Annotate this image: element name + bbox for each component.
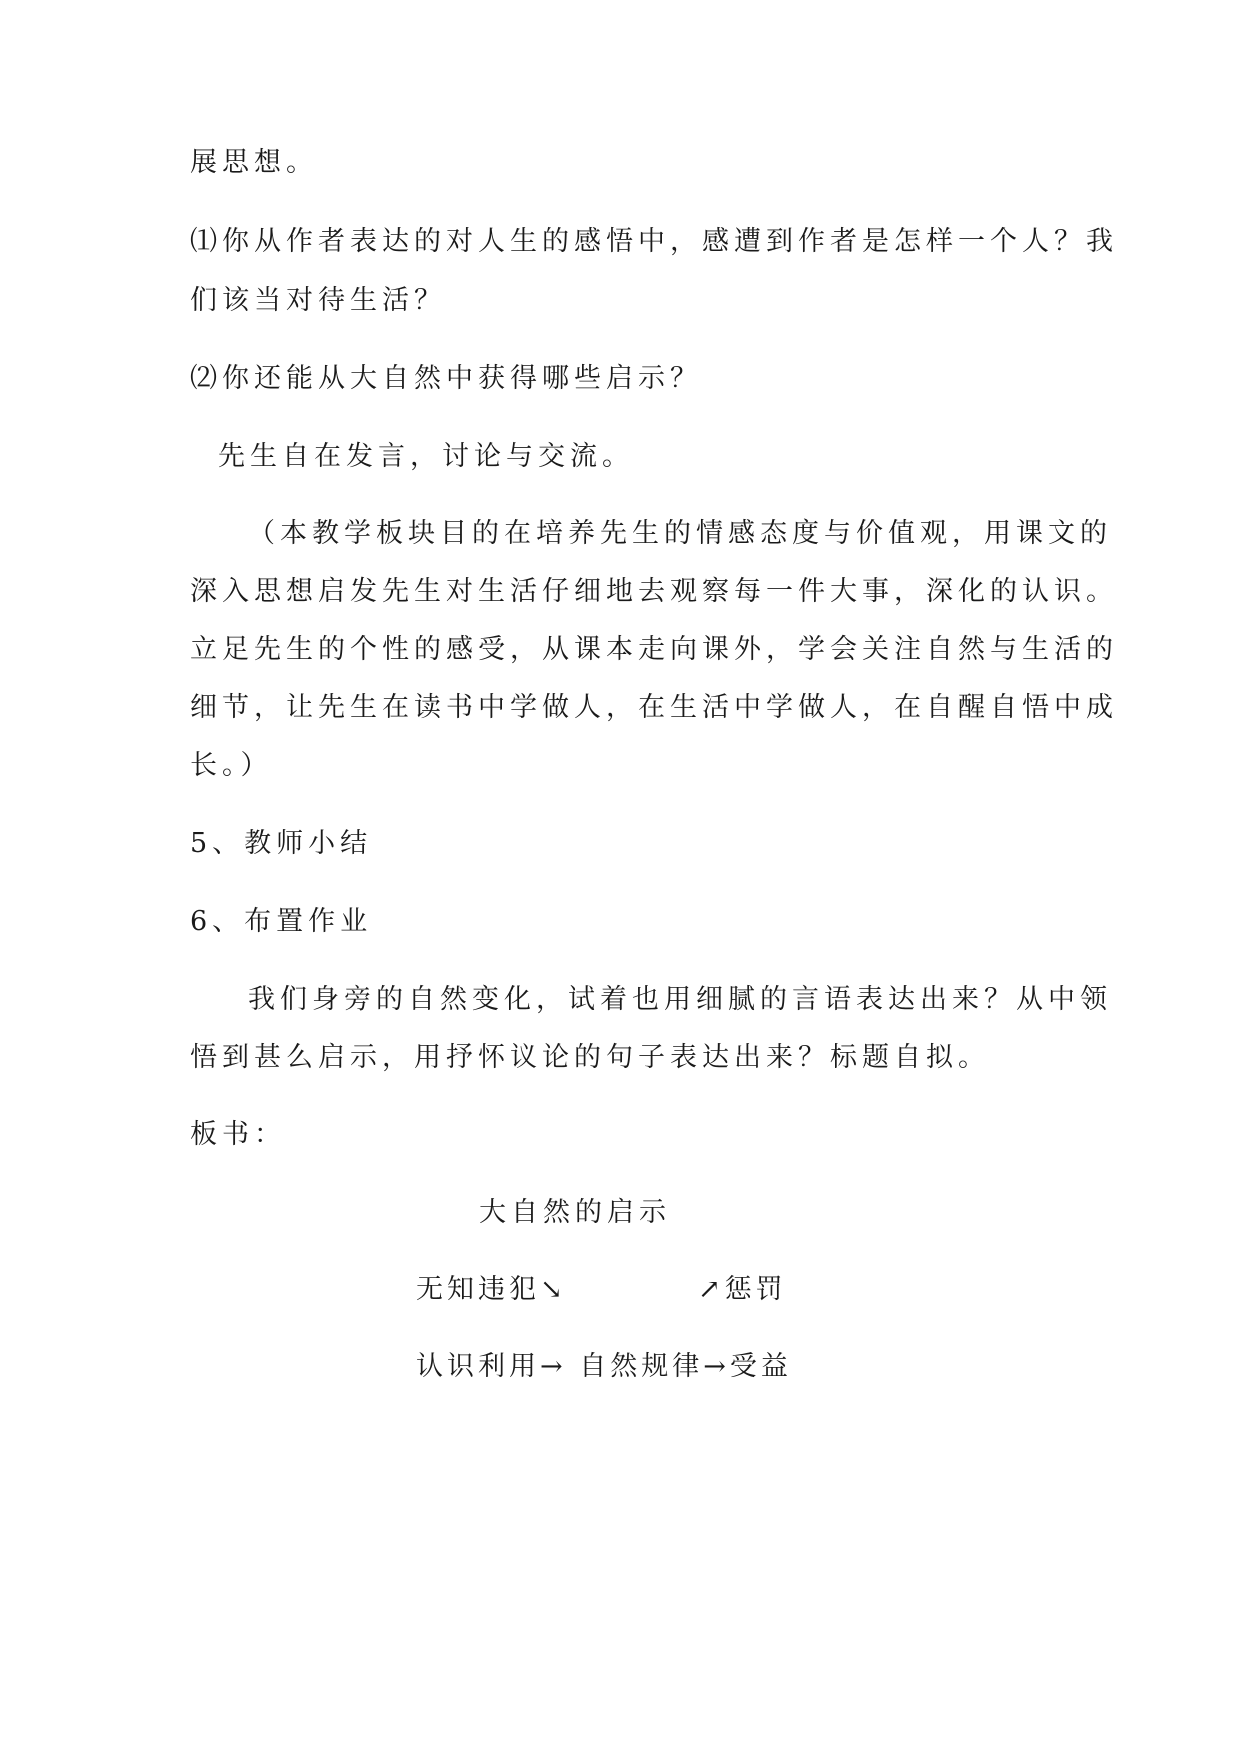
board-label: 板书： <box>190 1119 286 1150</box>
question-1-continued: 们该当对待生活？ <box>190 285 446 316</box>
question-2-line: ⑵你还能从大自然中获得哪些启示？ <box>190 363 702 394</box>
board-row-1-left: 无知违犯↘ <box>416 1274 567 1305</box>
note-line: 细节，让先生在读书中学做人，在生活中学做人，在自醒自悟中成 <box>190 692 1118 723</box>
section-heading-summary: 5、教师小结 <box>190 828 373 859</box>
homework-line: 悟到甚么启示，用抒怀议论的句子表达出来？标题自拟。 <box>190 1042 990 1073</box>
board-row-1-right: ↗惩罚 <box>698 1274 787 1305</box>
homework-line: 我们身旁的自然变化，试着也用细腻的言语表达出来？从中领 <box>248 984 1112 1015</box>
note-line: 深入思想启发先生对生活仔细地去观察每一件大事，深化的认识。 <box>190 576 1118 607</box>
note-line: 长。） <box>190 750 273 781</box>
question-1-line: ⑴你从作者表达的对人生的感悟中，感遭到作者是怎样一个人？我 <box>190 226 1118 257</box>
board-title: 大自然的启示 <box>479 1197 671 1228</box>
board-row-2: 认识利用→ 自然规律→受益 <box>416 1351 792 1382</box>
section-heading-homework: 6、布置作业 <box>190 906 373 937</box>
discussion-line: 先生自在发言，讨论与交流。 <box>218 441 634 472</box>
text-line: 展思想。 <box>190 147 318 178</box>
note-line: 立足先生的个性的感受，从课本走向课外，学会关注自然与生活的 <box>190 634 1118 665</box>
note-line: （本教学板块目的在培养先生的情感态度与价值观，用课文的 <box>248 518 1112 549</box>
